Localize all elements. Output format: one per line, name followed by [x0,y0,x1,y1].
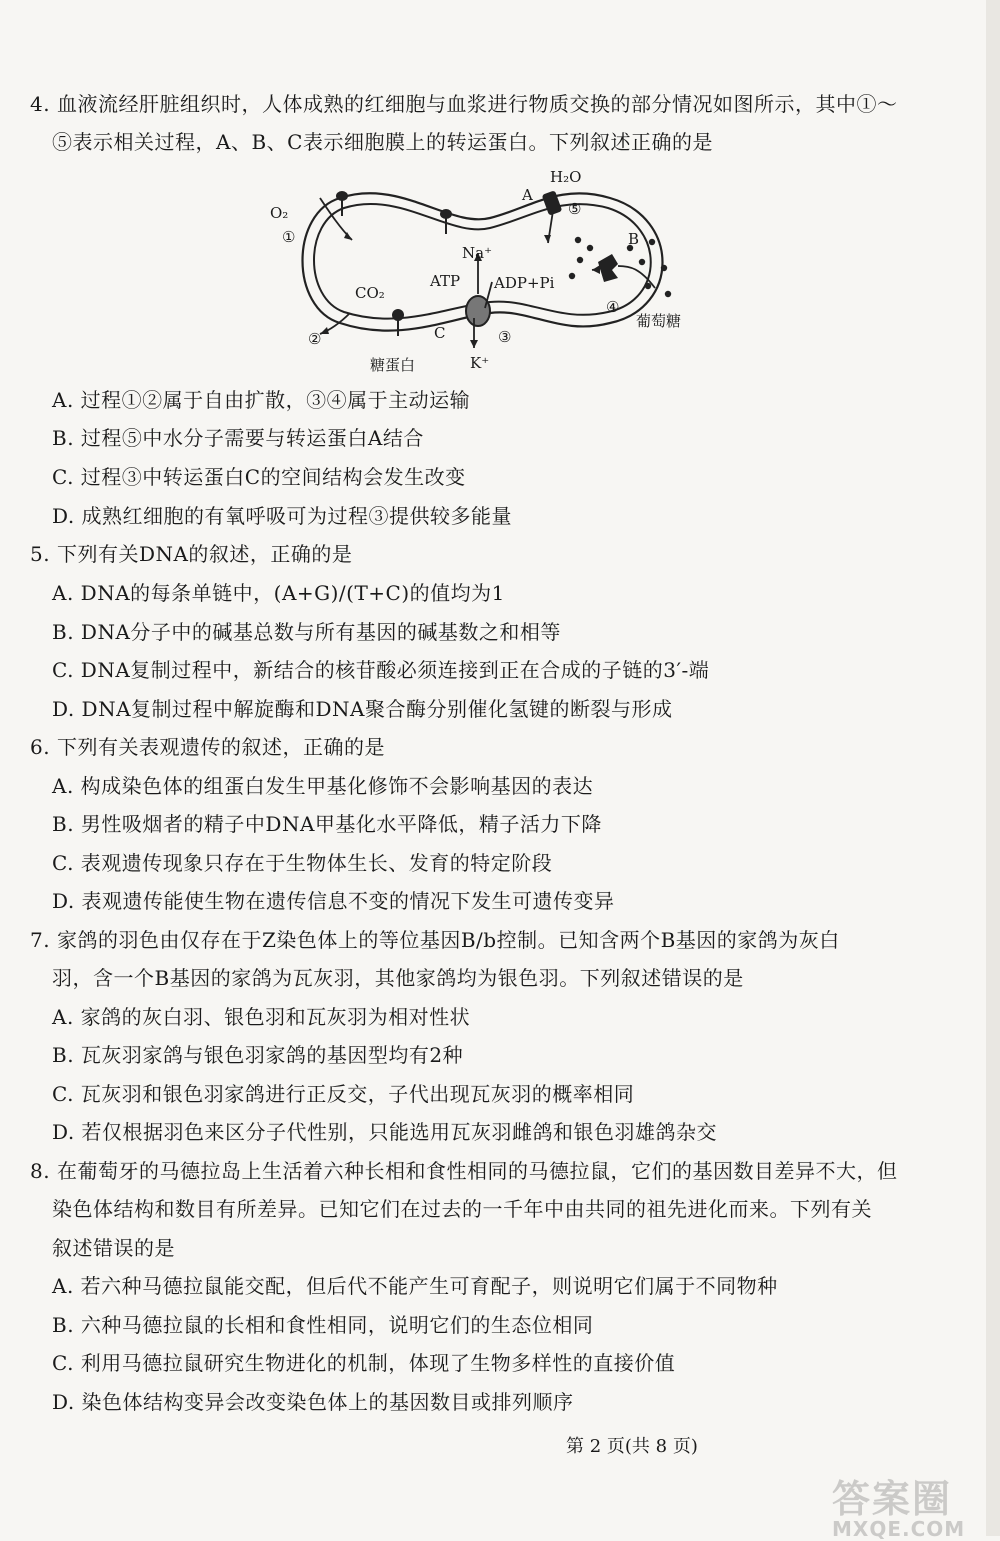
label-glucose: 葡萄糖 [636,312,682,330]
q7-option-a: A. 家鸽的灰白羽、银色羽和瓦灰羽为相对性状 [52,1005,471,1029]
q7-option-d: D. 若仅根据羽色来区分子代性别，只能选用瓦灰羽雌鸽和银色羽雄鸽杂交 [52,1120,718,1144]
q8-option-a: A. 若六种马德拉鼠能交配，但后代不能产生可育配子，则说明它们属于不同物种 [52,1274,778,1298]
label-o2: O₂ [270,204,289,222]
q8-option-d: D. 染色体结构变异会改变染色体上的基因数目或排列顺序 [52,1390,574,1414]
q5-option-d: D. DNA复制过程中解旋酶和DNA聚合酶分别催化氢键的断裂与形成 [52,697,673,721]
label-glycoprotein: 糖蛋白 [370,356,416,374]
q7-stem-line2: 羽，含一个B基因的家鸽为瓦灰羽，其他家鸽均为银色羽。下列叙述错误的是 [52,966,744,990]
q4-option-c: C. 过程③中转运蛋白C的空间结构会发生改变 [52,465,466,489]
q8-option-c: C. 利用马德拉鼠研究生物进化的机制，体现了生物多样性的直接价值 [52,1351,676,1375]
q7-stem-line1: 7. 家鸽的羽色由仅存在于Z染色体上的等位基因B/b控制。已知含两个B基因的家鸽为灰白 [30,928,840,952]
q6-option-a: A. 构成染色体的组蛋白发生甲基化修饰不会影响基因的表达 [52,774,594,798]
label-b: B [628,230,640,248]
q8-option-b: B. 六种马德拉鼠的长相和食性相同，说明它们的生态位相同 [52,1313,594,1337]
q8-stem-line3: 叙述错误的是 [52,1236,175,1260]
q6-stem: 6. 下列有关表观遗传的叙述，正确的是 [30,735,385,759]
q7-option-b: B. 瓦灰羽家鸽与银色羽家鸽的基因型均有2种 [52,1043,464,1067]
q5-option-b: B. DNA分子中的碱基总数与所有基因的碱基数之和相等 [52,620,561,644]
label-a: A [522,186,533,204]
q4-stem-line1: 4. 血液流经肝脏组织时，人体成熟的红细胞与血浆进行物质交换的部分情况如图所示，其中①～ [30,92,898,116]
label-process-1: ① [282,228,296,246]
q8-stem-line2: 染色体结构和数目有所差异。已知它们在过去的一千年中由共同的祖先进化而来。下列有关 [52,1197,872,1221]
q4-option-d: D. 成熟红细胞的有氧呼吸可为过程③提供较多能量 [52,504,513,528]
page-number: 第 2 页(共 8 页) [566,1436,698,1457]
q6-option-b: B. 男性吸烟者的精子中DNA甲基化水平降低，精子活力下降 [52,812,602,836]
q8-stem-line1: 8. 在葡萄牙的马德拉岛上生活着六种长相和食性相同的马德拉鼠，它们的基因数目差异不大，但 [30,1159,898,1183]
q5-stem: 5. 下列有关DNA的叙述，正确的是 [30,542,353,566]
label-process-3: ③ [498,328,512,346]
label-atp: ATP [430,272,461,290]
label-c: C [434,324,446,342]
q4-option-a: A. 过程①②属于自由扩散，③④属于主动运输 [52,388,471,412]
label-h2o: H₂O [550,168,582,186]
q4-option-b: B. 过程⑤中水分子需要与转运蛋白A结合 [52,426,424,450]
watermark-text: 答案圈 [832,1477,953,1521]
q5-option-a: A. DNA的每条单链中，(A+G)/(T+C)的值均为1 [52,581,505,605]
q6-option-d: D. 表观遗传能使生物在遗传信息不变的情况下发生可遗传变异 [52,889,615,913]
scan-edge [986,0,1000,1536]
label-na: Na⁺ [462,244,492,262]
q7-option-c: C. 瓦灰羽和银色羽家鸽进行正反交，子代出现瓦灰羽的概率相同 [52,1082,635,1106]
watermark-logo [832,1468,982,1541]
label-process-2: ② [308,330,322,348]
q6-option-c: C. 表观遗传现象只存在于生物体生长、发育的特定阶段 [52,851,553,875]
q4-stem-line2: ⑤表示相关过程，A、B、C表示细胞膜上的转运蛋白。下列叙述正确的是 [52,130,713,154]
label-process-5: ⑤ [568,200,582,218]
watermark-url: MXQE.COM [832,1517,966,1541]
label-process-4: ④ [606,298,620,316]
label-k: K⁺ [470,354,490,372]
label-adp-pi: ADP+Pi [494,274,555,292]
label-co2: CO₂ [355,284,385,302]
rbc-transport-diagram [260,158,720,390]
q5-option-c: C. DNA复制过程中，新结合的核苷酸必须连接到正在合成的子链的3′-端 [52,658,710,682]
